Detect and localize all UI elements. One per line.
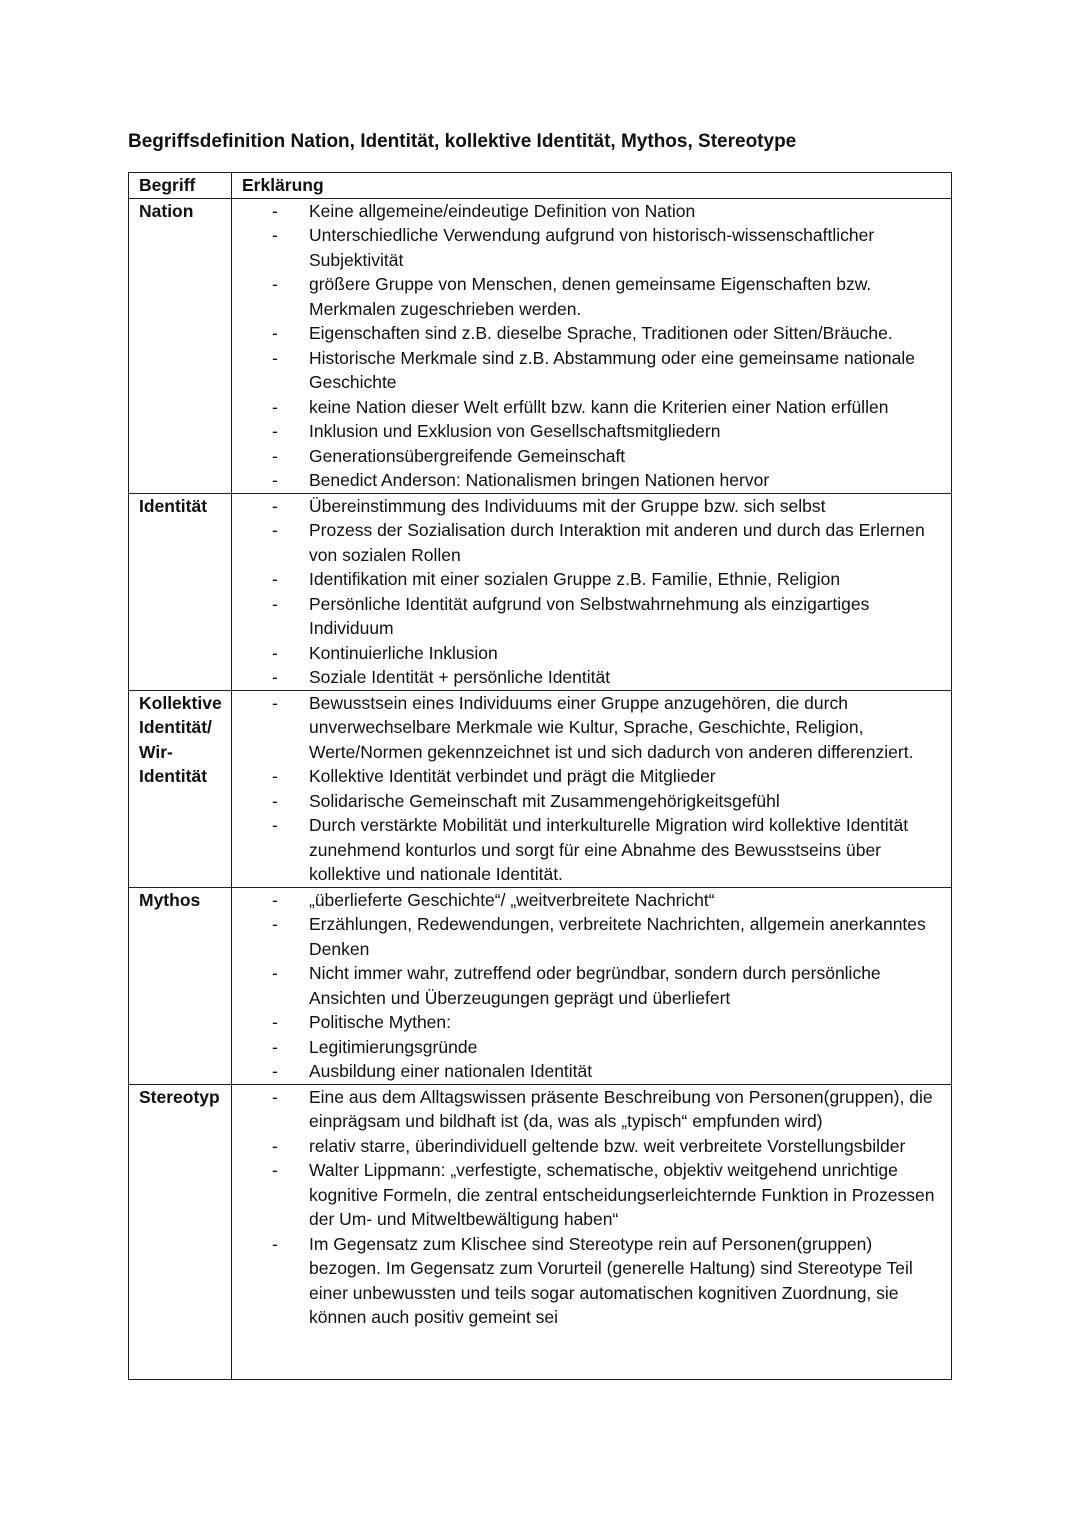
dash-bullet: - <box>272 1036 278 1057</box>
dash-bullet: - <box>272 1233 278 1254</box>
explanation-cell <box>232 887 952 1084</box>
point-text: Walter Lippmann: „verfestigte, schematische, objektiv weitgehend unrichtige kognitive Formeln, die zentral entscheidungserleichternde Funktion in Prozessen der Um- und Mitweltbewältigung haben“ <box>309 1160 935 1229</box>
point-text: Kontinuierliche Inklusion <box>309 642 498 663</box>
term-label: Identität <box>139 495 208 516</box>
dash-bullet: - <box>272 963 278 983</box>
table-row <box>129 493 952 690</box>
dash-bullet: - <box>272 914 278 934</box>
list-item <box>232 764 943 789</box>
list-item <box>232 272 943 321</box>
list-item <box>232 1059 943 1084</box>
list-item <box>232 888 943 913</box>
explanation-cell <box>232 493 952 690</box>
dash-bullet: - <box>272 396 278 417</box>
point-text: relativ starre, überindividuell geltende bzw. weit verbreitete Vorstellungsbilder <box>309 1135 906 1156</box>
term-cell <box>129 493 232 690</box>
column-header-erklaerung: Erklärung <box>232 173 952 199</box>
term-cell <box>129 887 232 1084</box>
list-item <box>232 1085 943 1134</box>
point-text: Erzählungen, Redewendungen, verbreitete Nachrichten, allgemein anerkanntes Denken <box>309 914 926 959</box>
list-item <box>232 419 943 444</box>
point-text: Durch verstärkte Mobilität und interkulturelle Migration wird kollektive Identität zunehmend konturlos und sorgt für eine Abnahme des Bewusstseins über kollektive und nationale Identität. <box>309 815 909 884</box>
list-item <box>232 395 943 420</box>
list-item <box>232 321 943 346</box>
dash-bullet: - <box>272 347 278 368</box>
point-text: keine Nation dieser Welt erfüllt bzw. kann die Kriterien einer Nation erfüllen <box>309 396 889 417</box>
definition-table <box>128 172 952 1380</box>
point-text: Politische Mythen: <box>309 1012 452 1032</box>
dash-bullet: - <box>272 642 278 663</box>
point-text: Inklusion und Exklusion von Gesellschaftsmitgliedern <box>309 421 721 441</box>
column-header-begriff: Begriff <box>129 173 232 199</box>
point-text: Persönliche Identität aufgrund von Selbstwahrnehmung als einzigartiges Individuum <box>309 593 870 638</box>
table-row <box>129 690 952 887</box>
table-header-row <box>129 173 952 199</box>
term-label: Stereotyp <box>139 1086 220 1107</box>
dash-bullet: - <box>272 323 278 343</box>
point-text: Historische Merkmale sind z.B. Abstammung oder eine gemeinsame nationale Geschichte <box>309 347 915 392</box>
list-item <box>232 813 943 887</box>
list-item <box>232 912 943 961</box>
list-item <box>232 592 943 641</box>
explanation-cell <box>232 198 952 493</box>
list-item <box>232 468 943 493</box>
table-row <box>129 887 952 1084</box>
explanation-list <box>232 199 943 493</box>
term-label: Wir- <box>139 741 173 762</box>
dash-bullet: - <box>272 1061 278 1081</box>
dash-bullet: - <box>272 593 278 614</box>
term-label: Kollektive <box>139 692 222 713</box>
dash-bullet: - <box>272 225 278 245</box>
point-text: „überlieferte Geschichte“/ „weitverbreitete Nachricht“ <box>309 889 715 910</box>
dash-bullet: - <box>272 790 278 811</box>
dash-bullet: - <box>272 667 278 687</box>
dash-bullet: - <box>272 274 278 294</box>
term-cell <box>129 198 232 493</box>
dash-bullet: - <box>272 445 278 466</box>
dash-bullet: - <box>272 200 278 221</box>
list-item <box>232 1010 943 1035</box>
dash-bullet: - <box>272 470 278 490</box>
dash-bullet: - <box>272 520 278 540</box>
explanation-list <box>232 1085 943 1330</box>
point-text: größere Gruppe von Menschen, denen gemeinsame Eigenschaften bzw. Merkmalen zugeschrieben werden. <box>309 274 872 319</box>
dash-bullet: - <box>272 889 278 910</box>
point-text: Eigenschaften sind z.B. dieselbe Sprache, Traditionen oder Sitten/Bräuche. <box>309 323 893 343</box>
list-item <box>232 223 943 272</box>
page-title: Begriffsdefinition Nation, Identität, kollektive Identität, Mythos, Stereotype <box>128 131 797 152</box>
point-text: Nicht immer wahr, zutreffend oder begründbar, sondern durch persönliche Ansichten und Überzeugungen geprägt und überliefert <box>309 963 881 1008</box>
explanation-list <box>232 888 943 1084</box>
list-item <box>232 518 943 567</box>
dash-bullet: - <box>272 1012 278 1032</box>
dash-bullet: - <box>272 692 278 713</box>
dash-bullet: - <box>272 766 278 786</box>
dash-bullet: - <box>272 1135 278 1156</box>
point-text: Unterschiedliche Verwendung aufgrund von historisch-wissenschaftlicher Subjektivität <box>309 225 875 270</box>
explanation-list <box>232 691 943 887</box>
term-label: Identität/ <box>139 717 212 737</box>
explanation-cell <box>232 1084 952 1379</box>
point-text: Im Gegensatz zum Klischee sind Stereotype rein auf Personen(gruppen) bezogen. Im Gegensatz zum Vorurteil (generelle Haltung) sind Stereotype Teil einer unbewussten und teils sogar automatischen kognitiven Zuordnung, sie können auch positiv gemeint sei <box>309 1233 913 1327</box>
point-text: Benedict Anderson: Nationalismen bringen Nationen hervor <box>309 470 770 490</box>
dash-bullet: - <box>272 421 278 441</box>
dash-bullet: - <box>272 569 278 589</box>
dash-bullet: - <box>272 1086 278 1107</box>
list-item <box>232 641 943 666</box>
point-text: Legitimierungsgründe <box>309 1036 478 1057</box>
dash-bullet: - <box>272 1160 278 1180</box>
list-item <box>232 961 943 1010</box>
explanation-list <box>232 494 943 690</box>
point-text: Kollektive Identität verbindet und prägt die Mitglieder <box>309 766 716 786</box>
term-label: Mythos <box>139 889 201 910</box>
term-label: Identität <box>139 766 208 786</box>
list-item <box>232 1035 943 1060</box>
term-cell <box>129 1084 232 1379</box>
list-item <box>232 567 943 592</box>
point-text: Eine aus dem Alltagswissen präsente Beschreibung von Personen(gruppen), die einprägsam und bildhaft ist (da, was als „typisch“ empfunden wird) <box>309 1086 933 1131</box>
point-text: Keine allgemeine/eindeutige Definition von Nation <box>309 200 696 221</box>
list-item <box>232 789 943 814</box>
table-row <box>129 1084 952 1379</box>
point-text: Prozess der Sozialisation durch Interaktion mit anderen und durch das Erlernen von sozialen Rollen <box>309 520 925 565</box>
list-item <box>232 444 943 469</box>
list-item <box>232 494 943 519</box>
point-text: Generationsübergreifende Gemeinschaft <box>309 445 626 466</box>
point-text: Übereinstimmung des Individuums mit der Gruppe bzw. sich selbst <box>309 495 826 516</box>
list-item <box>232 1134 943 1159</box>
point-text: Soziale Identität + persönliche Identität <box>309 667 611 687</box>
dash-bullet: - <box>272 815 278 835</box>
term-label: Nation <box>139 200 194 221</box>
point-text: Identifikation mit einer sozialen Gruppe z.B. Familie, Ethnie, Religion <box>309 569 841 589</box>
point-text: Solidarische Gemeinschaft mit Zusammengehörigkeitsgefühl <box>309 790 780 811</box>
list-item <box>232 346 943 395</box>
list-item <box>232 1232 943 1330</box>
point-text: Ausbildung einer nationalen Identität <box>309 1061 593 1081</box>
list-item <box>232 1158 943 1232</box>
list-item <box>232 665 943 690</box>
list-item <box>232 199 943 224</box>
term-cell <box>129 690 232 887</box>
explanation-cell <box>232 690 952 887</box>
list-item <box>232 691 943 765</box>
table-row <box>129 198 952 493</box>
point-text: Bewusstsein eines Individuums einer Gruppe anzugehören, die durch unverwechselbare Merkmale wie Kultur, Sprache, Geschichte, Religion, Werte/Normen gekennzeichnet ist und sich dadurch von anderen differenziert. <box>309 692 914 762</box>
dash-bullet: - <box>272 495 278 516</box>
